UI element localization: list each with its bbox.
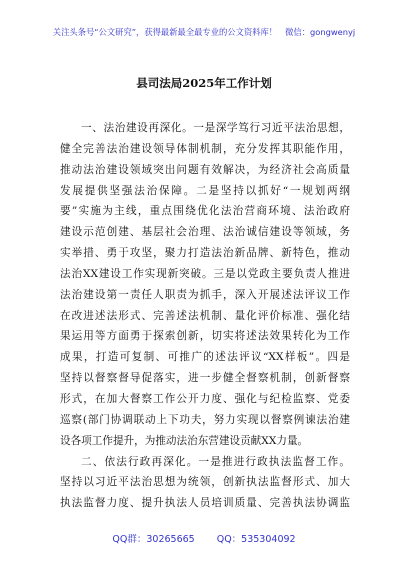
document-body [60, 118, 350, 514]
body-line: 设各项工作提升，为推动法治东营建设贡献XX力量。 [60, 434, 309, 447]
body-line: 实举措、勇于攻坚，聚力打造法治新品牌、新特色，推动 [60, 247, 350, 260]
qq-number: QQ：535304092 [216, 534, 296, 545]
body-line: 推动法治建设领域突出问题有效解决，为经济社会高质量 [60, 163, 350, 176]
body-line: 执法监督力度、提升执法人员培训质量、完善执法协调监 [60, 497, 350, 510]
body-line: 成果，打造可复制、可推广的述法评议“XX样板”。四是 [60, 351, 350, 364]
body-line: 在改进述法形式、完善述法机制、量化评价标准、强化结 [60, 309, 350, 322]
body-line: 果运用等方面勇于探索创新，切实将述法效果转化为工作 [60, 330, 350, 343]
body-line: 发展提供坚强法治保障。二是坚持以抓好“一规划两纲 [60, 184, 350, 197]
document-title: 县司法局2025年工作计划 [136, 76, 272, 90]
body-line: 要”实施为主线，重点围绕优化法治营商环境、法治政府 [60, 205, 350, 218]
body-line: 法治XX建设工作实现新突破。三是以党政主要负责人推进 [60, 267, 350, 280]
body-line: 形式，在加大督察工作公开力度、强化与纪检监察、党委 [60, 392, 350, 405]
promo-header [0, 27, 408, 37]
body-line: 健全完善法治建设领导体制机制，充分发挥其职能作用， [60, 142, 350, 155]
wechat-id: 微信：gongwenyj [285, 27, 356, 37]
qq-group: QQ群：30265665 [112, 534, 195, 545]
body-line: 二、依法行政再深化。一是推进行政执法监督工作。 [81, 455, 350, 468]
promo-text: 关注头条号“公文研究”，获得最新最全最专业的公文资料库！ [52, 27, 278, 37]
body-line: 巡察(部门协调联动上下功夫，努力实现以督察例谏法治建 [60, 413, 350, 426]
body-line: 一、法治建设再深化。一是深学笃行习近平法治思想， [81, 122, 350, 134]
body-line: 建设示范创建、基层社会治理、法治诚信建设等领域，务 [60, 226, 350, 239]
body-line: 坚持以督察督导促落实，进一步健全督察机制，创新督察 [60, 372, 350, 385]
body-line: 法治建设第一责任人职责为抓手，深入开展述法评议工作 [60, 288, 350, 301]
body-line: 坚持以习近平法治思想为统领，创新执法监督形式、加大 [60, 476, 350, 489]
contact-footer [0, 534, 408, 546]
